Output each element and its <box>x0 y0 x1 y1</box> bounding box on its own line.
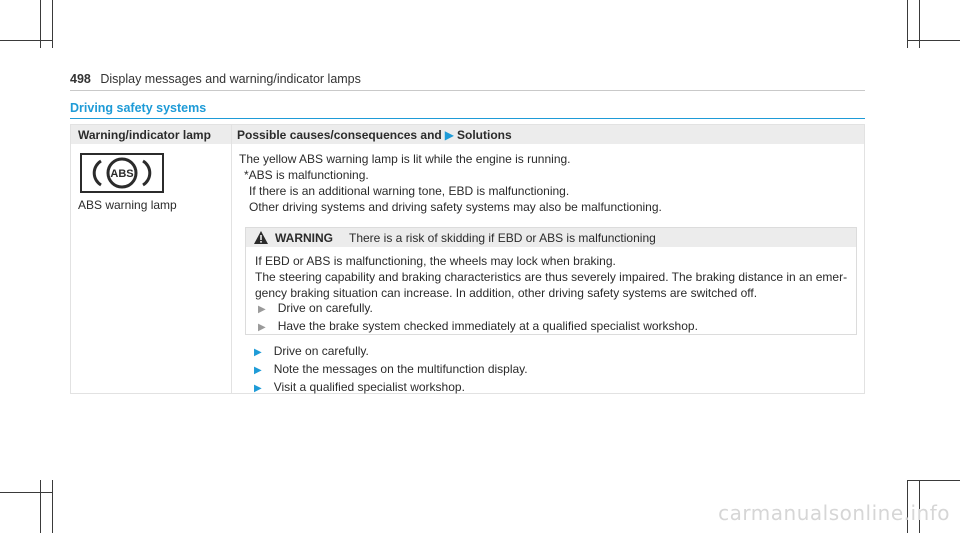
abs-icon-text: ABS <box>110 168 134 180</box>
body-line: Other driving systems and driving safety systems may also be malfunctioning. <box>249 200 662 214</box>
page-header <box>70 72 361 86</box>
play-arrow-icon: ▶ <box>254 365 262 376</box>
page-number: 498 <box>70 72 91 86</box>
header-divider <box>70 90 865 91</box>
warning-label: WARNING <box>275 231 333 245</box>
play-arrow-icon: ▶ <box>254 383 262 394</box>
body-line: *ABS is malfunctioning. <box>244 168 369 182</box>
section-divider <box>70 118 865 119</box>
table-header <box>71 125 864 144</box>
warning-line: gency braking situation can increase. In addition, other driving safety systems are switched off. <box>255 286 758 300</box>
col-header-causes: Possible causes/consequences and ▶ Solutions <box>237 128 512 142</box>
page-header-title: Display messages and warning/indicator lamps <box>100 72 361 86</box>
warning-line: The steering capability and braking characteristics are thus severely impaired. The braking distance in an emer- <box>255 270 848 284</box>
crop-mark <box>52 480 53 533</box>
warning-lamp-table <box>70 124 865 394</box>
lamp-label: ABS warning lamp <box>78 198 177 212</box>
play-arrow-icon: ▶ <box>444 128 454 142</box>
col-header-lamp: Warning/indicator lamp <box>78 128 211 142</box>
warning-triangle-icon <box>254 231 268 244</box>
body-line: The yellow ABS warning lamp is lit while the engine is running. <box>239 152 571 166</box>
solution-step: ▶ Visit a qualified specialist workshop. <box>254 380 465 394</box>
warning-title: There is a risk of skidding if EBD or ABS is malfunctioning <box>349 231 656 245</box>
play-arrow-icon: ▶ <box>258 304 266 315</box>
crop-mark <box>0 40 52 41</box>
crop-mark <box>0 492 52 493</box>
play-arrow-icon: ▶ <box>258 322 266 333</box>
solution-step: ▶ Drive on carefully. <box>254 344 369 358</box>
warning-header <box>246 228 856 247</box>
watermark: carmanualsonline.info <box>718 501 950 525</box>
crop-mark <box>907 40 960 41</box>
warning-step: ▶ Have the brake system checked immediately at a qualified specialist workshop. <box>258 319 698 333</box>
solution-step: ▶ Note the messages on the multifunction display. <box>254 362 528 376</box>
crop-mark <box>40 480 41 533</box>
crop-mark <box>52 0 53 48</box>
crop-mark <box>907 480 960 481</box>
section-title: Driving safety systems <box>70 101 207 115</box>
warning-line: If EBD or ABS is malfunctioning, the wheels may lock when braking. <box>255 254 616 268</box>
warning-step: ▶ Drive on carefully. <box>258 301 373 315</box>
warning-box <box>245 227 857 335</box>
body-line: If there is an additional warning tone, EBD is malfunctioning. <box>249 184 570 198</box>
play-arrow-icon: ▶ <box>254 347 262 358</box>
column-divider <box>231 125 232 393</box>
